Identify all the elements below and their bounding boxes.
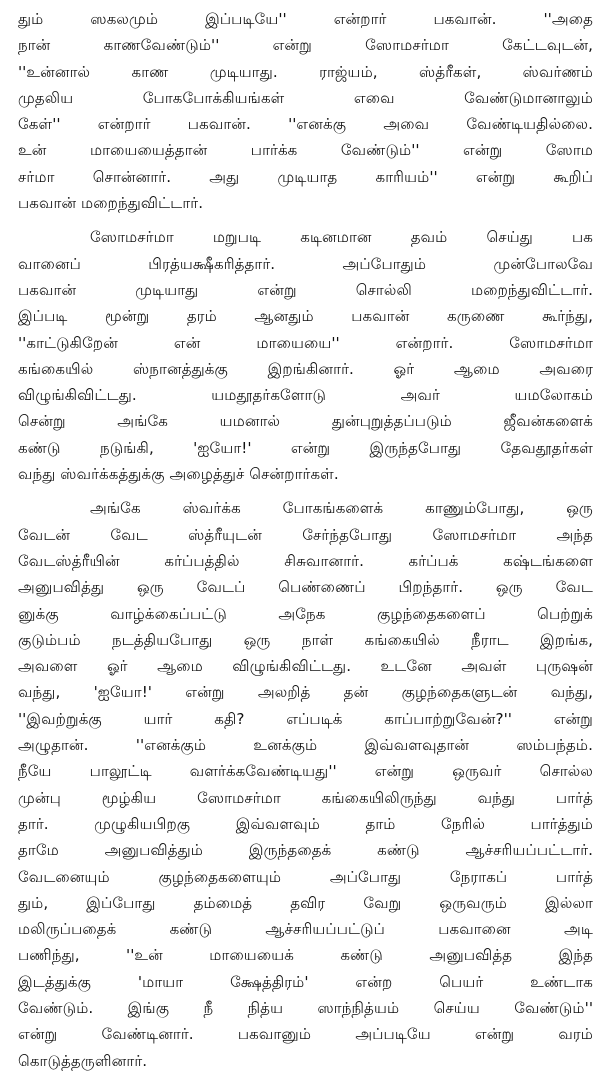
text-line: னுக்கு வாழ்க்கைப்பட்டு அநேக குழந்தைகளைப் பெற்றுக்	[18, 604, 593, 623]
text-line: வந்து, 'ஐயோ!' என்று அலறித் தன் குழந்தைகளுடன் வந்து,	[18, 683, 593, 702]
text-line: சர்மா சொன்னார். அது முடியாத காரியம்'' என்று கூறிப்	[18, 167, 593, 186]
text-line: நீயே பாலூட்டி வளர்க்கவேண்டியது'' என்று ஒருவர் சொல்ல	[18, 762, 593, 781]
text-line: என்று வேண்டினார். பகவானும் அப்படியே என்று வரம்	[18, 1025, 593, 1044]
text-line: ''இவற்றுக்கு யார் கதி? எப்படிக் காப்பாற்றுவேன்?'' என்று	[18, 709, 593, 728]
text-line: ''உன்னால் காண முடியாது. ராஜ்யம், ஸ்த்ரீகள், ஸ்வர்ணம்	[18, 62, 593, 81]
text-line: வேடன் வேட ஸ்த்ரீயுடன் சேர்ந்தபோது ஸோமசர்மா அந்த	[18, 525, 593, 544]
paragraph	[18, 6, 593, 216]
text-line: தும், இப்போது தம்மைத் தவிர வேறு ஒருவரும் இல்லா	[18, 893, 593, 912]
text-line: கேள்'' என்றார் பகவான். ''எனக்கு அவை வேண்டியதில்லை.	[18, 115, 593, 134]
page-body-text	[18, 6, 593, 1082]
text-line: முன்பு மூழ்கிய ஸோமசர்மா கங்கையிலிருந்து வந்து பார்த்	[18, 788, 593, 807]
text-line: தாமே அனுபவித்தும் இருந்ததைக் கண்டு ஆச்சரியப்பட்டார்.	[18, 841, 593, 860]
text-line: வேண்டும். இங்கு நீ நித்ய ஸாந்நித்யம் செய்ய வேண்டும்''	[18, 998, 593, 1017]
text-line: வேடனையும் குழந்தைகளையும் அப்போது நேராகப் பார்த்	[18, 867, 593, 886]
text-line: சென்று அங்கே யமனால் துன்புறுத்தப்படும் ஜீவன்களைக்	[18, 412, 593, 431]
text-line: கங்கையில் ஸ்நானத்துக்கு இறங்கினார். ஓர் ஆமை அவரை	[18, 359, 593, 378]
text-line: பணிந்து, ''உன் மாயையைக் கண்டு அனுபவித்த இந்த	[18, 946, 593, 965]
text-line: வேடஸ்த்ரீயின் கர்ப்பத்தில் சிசுவானார். கர்ப்பக் கஷ்டங்களை	[18, 551, 593, 570]
text-line: அழுதான். ''எனக்கும் உனக்கும் இவ்வளவுதான் ஸம்பந்தம்.	[18, 736, 593, 755]
text-line: பகவான் முடியாது என்று சொல்லி மறைந்துவிட்டார்.	[18, 280, 593, 299]
text-line: பகவான் மறைந்துவிட்டார்.	[18, 194, 204, 213]
text-line: அனுபவித்து ஒரு வேடப் பெண்ணைப் பிறந்தார். ஒரு வேட	[18, 578, 593, 597]
text-line: வானைப் பிரத்யக்ஷீகரித்தார். அப்போதும் முன்போலவே	[18, 254, 593, 273]
text-line: அங்கே ஸ்வர்க்க போகங்களைக் காணும்போது, ஒரு	[90, 499, 593, 518]
text-line: வந்து ஸ்வர்க்கத்துக்கு அழைத்துச் சென்றார்கள்.	[18, 465, 339, 484]
text-line: விழுங்கிவிட்டது. யமதூதர்களோடு அவர் யமலோகம்	[18, 386, 593, 405]
text-line: முதலிய போகபோக்கியங்கள் எவை வேண்டுமானாலும்	[18, 88, 593, 107]
paragraph	[18, 224, 593, 487]
text-line: தும் ஸகலமும் இப்படியே'' என்றார் பகவான். ''அதை	[18, 10, 593, 28]
text-line: அவளை ஓர் ஆமை விழுங்கிவிட்டது. உடனே அவள் புருஷன்	[18, 657, 593, 676]
paragraph	[18, 495, 593, 1074]
text-line: கொடுத்தருளினார்.	[18, 1051, 148, 1070]
text-line: ஸோமசர்மா மறுபடி கடினமான தவம் செய்து பக	[90, 228, 593, 247]
text-line: கண்டு நடுங்கி, 'ஐயோ!' என்று இருந்தபோது தேவதூதர்கள்	[18, 438, 593, 457]
text-line: நான் காணவேண்டும்'' என்று ஸோமசர்மா கேட்டவுடன்,	[18, 36, 593, 55]
text-line: உன் மாயையைத்தான் பார்க்க வேண்டும்'' என்று ஸோம	[18, 141, 593, 160]
text-line: தார். முழுகியபிறகு இவ்வளவும் தாம் நேரில் பார்த்தும்	[18, 814, 593, 833]
text-line: இப்படி மூன்று தரம் ஆனதும் பகவான் கருணை கூர்ந்து,	[18, 307, 593, 326]
text-line: இடத்துக்கு 'மாயா க்ஷேத்திரம்' என்ற பெயர் உண்டாக	[18, 972, 593, 991]
text-line: ''காட்டுகிறேன் என் மாயையை'' என்றார். ஸோமசர்மா	[18, 333, 593, 352]
text-line: குடும்பம் நடத்தியபோது ஒரு நாள் கங்கையில் நீராட இறங்க,	[18, 630, 593, 649]
text-line: மலிருப்பதைக் கண்டு ஆச்சரியப்பட்டுப் பகவானை அடி	[18, 920, 593, 939]
